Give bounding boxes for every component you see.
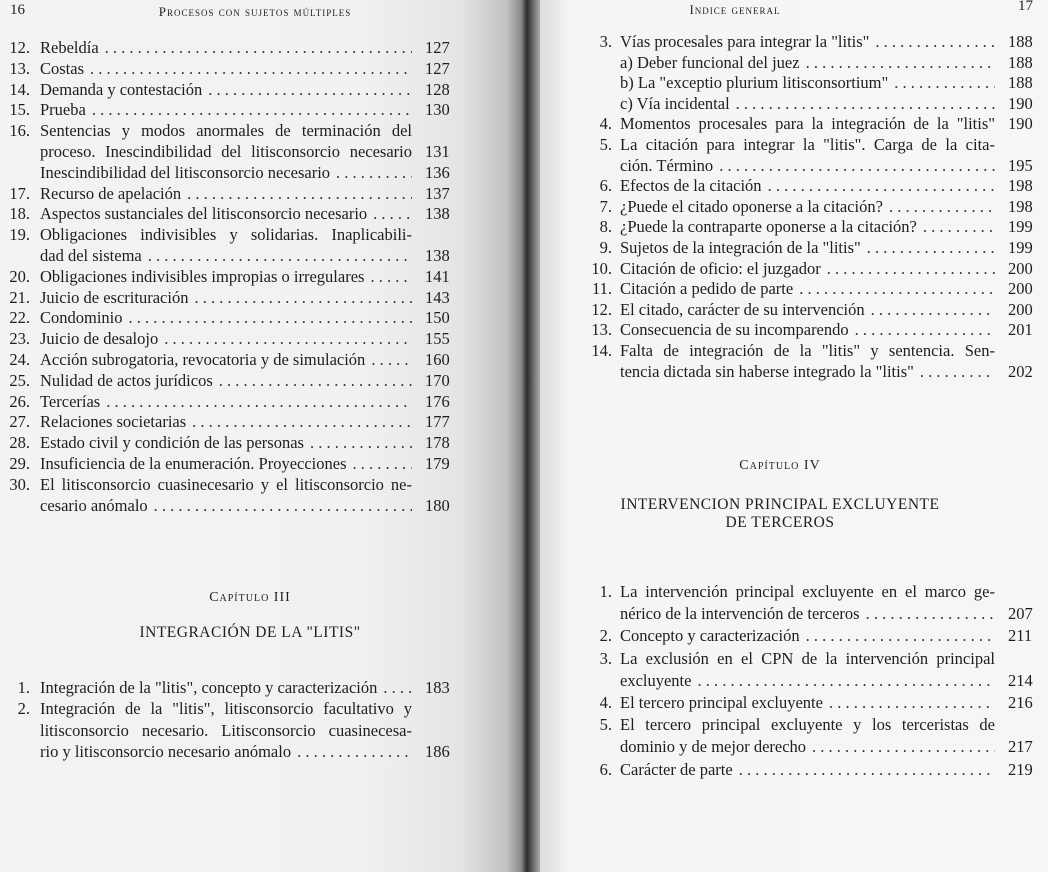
- entry-page-number: 207: [1008, 604, 1033, 624]
- entry-page-number: 138: [425, 246, 450, 265]
- entry-title: Momentos procesales para la integración de la "litis": [620, 114, 995, 134]
- toc-entry-line: [0, 100, 465, 121]
- entry-title: La intervención principal excluyente en el marco ge-: [620, 582, 995, 601]
- entry-title: Aspectos sustanciales del litisconsorcio necesario: [40, 204, 368, 224]
- entry-page-number: 200: [1008, 279, 1033, 299]
- entry-title: tencia dictada sin haberse integrado la "litis": [620, 361, 914, 381]
- dot-leader: [186, 412, 412, 432]
- dot-leader: [800, 53, 995, 73]
- entry-title: Recurso de apelación: [40, 183, 182, 203]
- entry-title: El litisconsorcio cuasinecesario y el litisconsorcio ne-: [40, 474, 412, 494]
- entry-number: 26.: [9, 391, 30, 411]
- toc-entry-line: [0, 267, 465, 288]
- toc-entry-line: [0, 392, 465, 413]
- entry-title: Rebeldía: [40, 38, 99, 57]
- entry-page-number: 216: [1008, 693, 1033, 712]
- toc-entry-line: [540, 362, 1048, 383]
- toc-entry-line: [540, 341, 1048, 362]
- toc-entry-line: [540, 259, 1048, 280]
- entry-title: ción. Término: [620, 155, 714, 175]
- entry-title: Juicio de escrituración: [40, 287, 189, 307]
- dot-leader: [861, 238, 995, 258]
- toc-entry-line: [0, 742, 465, 763]
- entry-page-number: 190: [1008, 93, 1033, 113]
- entry-title: rio y litisconsorcio necesario anómalo: [40, 741, 292, 761]
- entry-number: 8.: [599, 217, 612, 237]
- dot-leader: [202, 80, 412, 100]
- entry-number: 13.: [9, 58, 30, 78]
- dot-leader: [365, 350, 412, 370]
- entry-page-number: 195: [1008, 155, 1033, 175]
- entry-title: cesario anómalo: [40, 495, 148, 515]
- entry-number: 30.: [9, 474, 30, 494]
- entry-number: 2.: [17, 699, 30, 719]
- entry-page-number: 127: [425, 38, 450, 57]
- chapter-title-line: DE TERCEROS: [725, 514, 835, 531]
- entry-number: 11.: [591, 279, 612, 299]
- entry-page-number: 183: [425, 678, 450, 697]
- toc-entry-line: [540, 238, 1048, 259]
- entry-page-number: 188: [1008, 52, 1033, 72]
- toc-entry-line: [0, 80, 465, 101]
- entry-number: 29.: [9, 454, 30, 473]
- entry-number: 1.: [17, 678, 30, 697]
- entry-page-number: 199: [1008, 217, 1033, 237]
- entry-page-number: 141: [425, 266, 450, 286]
- entry-number: 4.: [599, 114, 612, 134]
- dot-leader: [100, 392, 412, 412]
- toc-entry-line: [0, 350, 465, 371]
- entry-title: Tercerías: [40, 391, 101, 411]
- entry-page-number: 138: [425, 204, 450, 224]
- toc-entry-line: [540, 197, 1048, 218]
- entry-number: 6.: [599, 759, 612, 779]
- entry-title: Condominio: [40, 308, 123, 328]
- entry-page-number: 177: [425, 412, 450, 432]
- toc-entry-line: [540, 279, 1048, 300]
- running-head: Procesos con sujetos múltiples: [158, 4, 352, 19]
- toc-entry-line: [540, 73, 1048, 94]
- entry-title: Concepto y caracterización: [620, 626, 800, 646]
- entry-number: 12.: [9, 38, 30, 57]
- toc-entry-line: [0, 288, 465, 309]
- chapter-title: [600, 496, 960, 532]
- entry-number: 9.: [599, 238, 612, 257]
- dot-leader: [304, 433, 412, 453]
- dot-leader: [865, 300, 995, 320]
- entry-number: 7.: [599, 196, 612, 216]
- entry-title: El tercero principal excluyente y los terceristas de: [620, 715, 995, 735]
- dot-leader: [181, 184, 412, 204]
- entry-title: Juicio de desalojo: [40, 329, 159, 349]
- entry-page-number: 214: [1008, 670, 1033, 690]
- dot-leader: [730, 94, 995, 114]
- left-page: [0, 0, 512, 872]
- entry-title: Vías procesales para integrar la "litis": [620, 32, 870, 51]
- toc-entry-line: [0, 329, 465, 350]
- toc-entry-line: [540, 760, 1048, 782]
- entry-title: a) Deber funcional del juez: [620, 52, 800, 72]
- entry-title: Sentencias y modos anormales de terminación del: [40, 121, 412, 141]
- entry-title: Integración de la "litis", litisconsorcio facultativo y: [40, 699, 412, 719]
- dot-leader: [291, 742, 412, 762]
- toc-entry-line: [0, 475, 465, 496]
- toc-entry-line: [0, 721, 465, 742]
- dot-leader: [347, 454, 413, 474]
- entry-page-number: 188: [1008, 73, 1033, 93]
- entry-page-number: 127: [425, 58, 450, 78]
- chapter-label: Capítulo III: [209, 590, 291, 605]
- entry-number: 19.: [9, 225, 30, 245]
- toc-entry-line: [0, 412, 465, 433]
- dot-leader: [86, 100, 412, 120]
- entry-title: Acción subrogatoria, revocatoria y de simulación: [40, 350, 366, 369]
- entry-page-number: 217: [1008, 737, 1033, 757]
- dot-leader: [883, 197, 995, 217]
- dot-leader: [733, 760, 995, 780]
- entry-number: 12.: [591, 299, 612, 319]
- entry-page-number: 160: [425, 350, 450, 369]
- toc-entry-line: [0, 246, 465, 267]
- entry-title: nérico de la intervención de terceros: [620, 604, 860, 624]
- dot-leader: [142, 246, 412, 266]
- toc-entry-line: [0, 38, 465, 59]
- entry-number: 24.: [9, 350, 30, 369]
- entry-page-number: 180: [425, 495, 450, 515]
- entry-title: dad del sistema: [40, 246, 142, 265]
- toc-entry-line: [0, 308, 465, 329]
- dot-leader: [914, 362, 995, 382]
- toc-entry-line: [540, 626, 1048, 648]
- entry-page-number: 188: [1008, 32, 1033, 51]
- dot-leader: [377, 678, 412, 698]
- entry-title: proceso. Inescindibilidad del litisconsorcio necesario: [40, 142, 412, 161]
- entry-number: 13.: [591, 320, 612, 340]
- entry-title: Carácter de parte: [620, 759, 733, 779]
- toc-entry-line: [0, 163, 465, 184]
- dot-leader: [762, 176, 995, 196]
- entry-page-number: 190: [1008, 114, 1033, 134]
- entry-title: La citación para integrar la "litis". Carga de la cita-: [620, 135, 995, 154]
- toc-entry-line: [540, 217, 1048, 238]
- page-number: 16: [10, 2, 25, 18]
- chapter-title: INTEGRACIÓN DE LA "LITIS": [139, 624, 361, 641]
- dot-leader: [188, 288, 412, 308]
- toc-entry-line: [540, 604, 1048, 626]
- entry-number: 14.: [9, 79, 30, 99]
- toc-entry-line: [540, 671, 1048, 693]
- dot-leader: [84, 59, 412, 79]
- entry-title: ¿Puede la contraparte oponerse a la citación?: [620, 217, 917, 237]
- entry-number: 22.: [9, 308, 30, 328]
- entry-title: litisconsorcio necesario. Litisconsorcio cuasinecesa-: [40, 720, 412, 740]
- toc-entry-line: [540, 156, 1048, 177]
- entry-number: 3.: [599, 32, 612, 51]
- dot-leader: [888, 73, 995, 93]
- entry-page-number: 199: [1008, 238, 1033, 257]
- toc-entry-line: [540, 32, 1048, 53]
- entry-page-number: 198: [1008, 196, 1033, 216]
- entry-page-number: 211: [1008, 626, 1033, 646]
- dot-leader: [691, 671, 995, 691]
- entry-title: Nulidad de actos jurídicos: [40, 370, 213, 390]
- entry-page-number: 137: [425, 183, 450, 203]
- chapter-title-line: INTERVENCION PRINCIPAL EXCLUYENTE: [620, 496, 940, 513]
- entry-page-number: 130: [425, 100, 450, 120]
- entry-number: 4.: [599, 693, 612, 712]
- entry-number: 1.: [599, 582, 612, 601]
- toc-entry-line: [0, 433, 465, 454]
- dot-leader: [713, 156, 995, 176]
- dot-leader: [821, 259, 995, 279]
- entry-title: Relaciones societarias: [40, 412, 187, 432]
- entry-number: 25.: [9, 370, 30, 390]
- dot-leader: [800, 626, 995, 646]
- toc-entry-line: [0, 371, 465, 392]
- entry-page-number: 219: [1008, 759, 1033, 779]
- entry-title: c) Vía incidental: [620, 93, 730, 113]
- entry-title: Falta de integración de la "litis" y sentencia. Sen-: [620, 341, 995, 360]
- dot-leader: [367, 204, 412, 224]
- entry-page-number: 176: [425, 391, 450, 411]
- entry-number: 15.: [9, 100, 30, 120]
- entry-number: 27.: [9, 412, 30, 432]
- toc-entry-line: [0, 454, 465, 475]
- entry-title: Obligaciones indivisibles y solidarias. Inaplicabili-: [40, 225, 412, 245]
- entry-title: El citado, carácter de su intervención: [620, 299, 865, 319]
- entry-title: excluyente: [620, 670, 692, 690]
- entry-title: Demanda y contestación: [40, 79, 203, 99]
- entry-page-number: 198: [1008, 176, 1033, 196]
- dot-leader: [148, 496, 412, 516]
- entry-title: Inescindibilidad del litisconsorcio necesario: [40, 162, 331, 182]
- toc-entry-line: [540, 320, 1048, 341]
- entry-page-number: 131: [425, 142, 450, 161]
- right-page: [540, 0, 1048, 872]
- dot-leader: [860, 604, 995, 624]
- entry-page-number: 155: [425, 329, 450, 349]
- toc-entry-line: [540, 715, 1048, 737]
- dot-leader: [917, 217, 995, 237]
- entry-title: Sujetos de la integración de la "litis": [620, 238, 861, 257]
- entry-page-number: 143: [425, 287, 450, 307]
- entry-number: 6.: [599, 176, 612, 196]
- dot-leader: [849, 320, 995, 340]
- toc-entry-line: [540, 176, 1048, 197]
- running-head: Indice general: [689, 2, 781, 17]
- dot-leader: [99, 38, 412, 58]
- toc-entry-line: [0, 204, 465, 225]
- entry-number: 28.: [9, 433, 30, 453]
- entry-number: 3.: [599, 648, 612, 668]
- toc-entry-line: [540, 53, 1048, 74]
- toc-entry-line: [540, 649, 1048, 671]
- entry-page-number: 128: [425, 79, 450, 99]
- entry-title: Citación de oficio: el juzgador: [620, 258, 821, 278]
- entry-number: 18.: [9, 204, 30, 224]
- entry-title: Integración de la "litis", concepto y caracterización: [40, 678, 378, 697]
- entry-page-number: 186: [425, 741, 450, 761]
- toc-entry-line: [540, 300, 1048, 321]
- entry-number: 17.: [9, 183, 30, 203]
- dot-leader: [793, 279, 995, 299]
- entry-page-number: 150: [425, 308, 450, 328]
- entry-number: 5.: [599, 135, 612, 154]
- entry-title: ¿Puede el citado oponerse a la citación?: [620, 196, 883, 216]
- entry-title: Consecuencia de su incomparendo: [620, 320, 849, 340]
- toc-entry-line: [540, 693, 1048, 715]
- dot-leader: [364, 267, 412, 287]
- toc-entry-line: [0, 184, 465, 205]
- book-gutter: [505, 0, 545, 872]
- page-number: 17: [1018, 0, 1033, 14]
- entry-page-number: 200: [1008, 258, 1033, 278]
- toc-entry-line: [540, 737, 1048, 759]
- entry-title: dominio y de mejor derecho: [620, 737, 807, 757]
- entry-title: El tercero principal excluyente: [620, 693, 823, 712]
- dot-leader: [330, 163, 412, 183]
- dot-leader: [869, 32, 995, 52]
- toc-entry-line: [540, 135, 1048, 156]
- chapter-label: Capítulo IV: [739, 458, 821, 473]
- entry-number: 20.: [9, 266, 30, 286]
- toc-entry-line: [540, 582, 1048, 604]
- entry-page-number: 201: [1008, 320, 1033, 340]
- toc-entry-line: [0, 142, 465, 163]
- entry-title: Citación a pedido de parte: [620, 279, 794, 299]
- entry-title: b) La "exceptio plurium litisconsortium": [620, 73, 889, 93]
- dot-leader: [158, 329, 412, 349]
- entry-page-number: 170: [425, 370, 450, 390]
- toc-entry-line: [540, 94, 1048, 115]
- entry-number: 5.: [599, 715, 612, 735]
- toc-entry-line: [0, 678, 465, 699]
- toc-entry-line: [0, 496, 465, 517]
- toc-entry-line: [0, 121, 465, 142]
- entry-page-number: 179: [425, 454, 450, 473]
- entry-title: Estado civil y condición de las personas: [40, 433, 304, 453]
- dot-leader: [123, 308, 412, 328]
- entry-title: Insuficiencia de la enumeración. Proyecciones: [40, 454, 347, 473]
- entry-page-number: 202: [1008, 361, 1033, 381]
- entry-number: 16.: [9, 121, 30, 141]
- entry-page-number: 136: [425, 162, 450, 182]
- entry-title: Efectos de la citación: [620, 176, 762, 196]
- entry-title: La exclusión en el CPN de la intervención principal: [620, 648, 995, 668]
- dot-leader: [823, 693, 995, 713]
- entry-title: Costas: [40, 58, 85, 78]
- entry-number: 2.: [599, 626, 612, 646]
- toc-entry-line: [540, 114, 1048, 135]
- entry-number: 14.: [591, 341, 612, 360]
- entry-page-number: 178: [425, 433, 450, 453]
- toc-entry-line: [0, 59, 465, 80]
- entry-number: 23.: [9, 329, 30, 349]
- toc-entry-line: [0, 699, 465, 720]
- entry-title: Prueba: [40, 100, 86, 120]
- dot-leader: [806, 737, 995, 757]
- dot-leader: [213, 371, 412, 391]
- entry-number: 21.: [9, 287, 30, 307]
- toc-entry-line: [0, 225, 465, 246]
- entry-title: Obligaciones indivisibles impropias o irregulares: [40, 266, 365, 286]
- entry-page-number: 200: [1008, 299, 1033, 319]
- entry-number: 10.: [591, 258, 612, 278]
